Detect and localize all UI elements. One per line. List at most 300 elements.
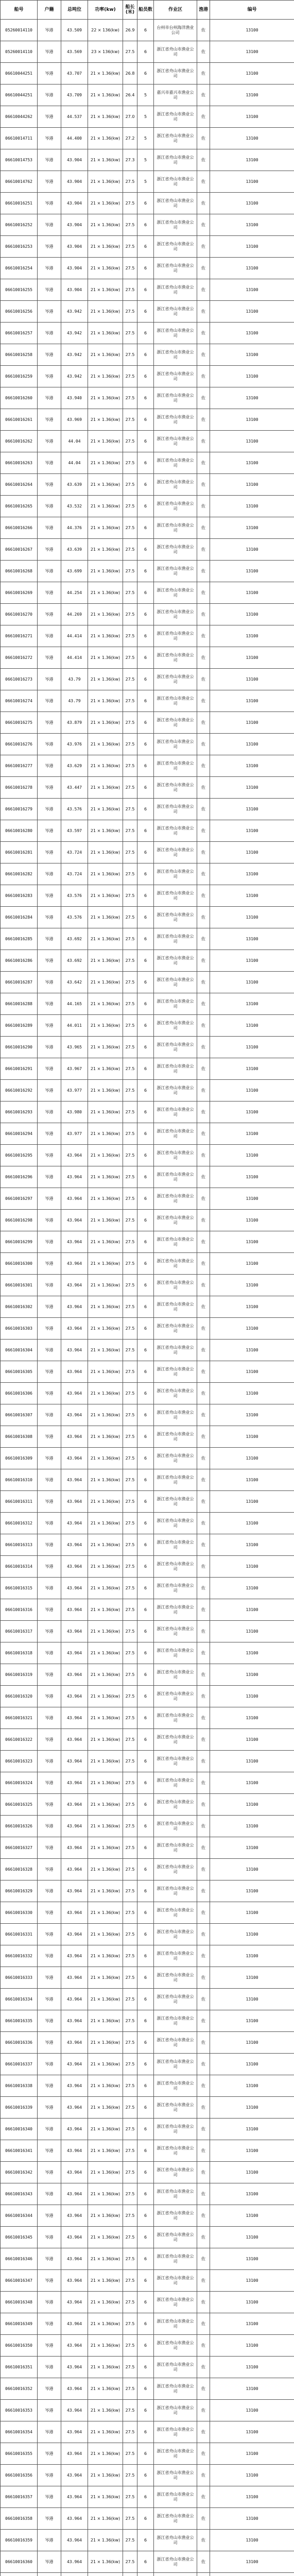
tonnage-cell: 43.964	[61, 1880, 88, 1902]
port-cell: 佐	[197, 128, 210, 149]
crew-cell: 6	[137, 1015, 154, 1037]
region-cell: 岑港	[38, 1880, 61, 1902]
power-cell: 21 × 1.36(kw)	[88, 1729, 123, 1751]
work-area-cell: 浙江省舟山市渔业公司	[154, 1275, 197, 1296]
region-cell: 岑港	[38, 1642, 61, 1664]
work-area-cell: 浙江省舟山市渔业公司	[154, 258, 197, 279]
vessel-id-cell: 06610016346	[1, 2248, 38, 2270]
port-cell	[197, 2573, 210, 2576]
work-area-cell: 浙江省舟山市渔业公司	[154, 106, 197, 128]
power-cell: 21 × 1.36(kw)	[88, 1880, 123, 1902]
power-cell: 21 × 1.36(kw)	[88, 712, 123, 734]
port-cell: 佐	[197, 84, 210, 106]
region-cell: 岑港	[38, 777, 61, 799]
work-area-cell: 浙江省舟山市渔业公司	[154, 2530, 197, 2551]
region-cell: 岑港	[38, 1296, 61, 1318]
vessel-id-cell: 06610016264	[1, 474, 38, 496]
code-cell: 13100	[210, 2486, 294, 2508]
code-cell: 13100	[210, 1404, 294, 1426]
table-row	[1, 2054, 294, 2075]
crew-cell: 6	[137, 1534, 154, 1556]
port-cell: 佐	[197, 431, 210, 452]
work-area-cell: 浙江省舟山市渔业公司	[154, 1361, 197, 1383]
region-cell: 岑港	[38, 1534, 61, 1556]
tonnage-cell: 43.964	[61, 1751, 88, 1772]
tonnage-cell: 43.964	[61, 1145, 88, 1166]
work-area-cell: 浙江省舟山市渔业公司	[154, 1513, 197, 1534]
vessel-id-cell: 06610016279	[1, 799, 38, 820]
vessel-id-cell: 06610016315	[1, 1578, 38, 1599]
region-cell: 岑港	[38, 1989, 61, 2010]
length-cell: 27.5	[123, 2162, 137, 2183]
port-cell: 佐	[197, 409, 210, 431]
power-cell: 21 × 1.36(kw)	[88, 582, 123, 604]
length-cell: 27.5	[123, 2183, 137, 2205]
port-cell: 佐	[197, 820, 210, 842]
crew-cell: 6	[137, 2530, 154, 2551]
crew-cell: 6	[137, 517, 154, 539]
power-cell: 21 × 1.36(kw)	[88, 2205, 123, 2227]
table-row	[1, 1621, 294, 1642]
tonnage-cell: 43.964	[61, 1426, 88, 1448]
code-cell: 13100	[210, 1145, 294, 1166]
vessel-id-cell: 06610016327	[1, 1837, 38, 1859]
tonnage-cell: 43.964	[61, 1772, 88, 1794]
work-area-cell: 浙江省舟山市渔业公司	[154, 972, 197, 993]
tonnage-cell: 43.79	[61, 669, 88, 690]
tonnage-cell: 43.964	[61, 1340, 88, 1361]
vessel-id-cell: 06610016263	[1, 452, 38, 474]
vessel-id-cell: 05260014110	[1, 20, 38, 41]
code-cell: 13100	[210, 344, 294, 366]
table-row	[1, 1924, 294, 1945]
vessel-id-cell: 06610016309	[1, 1448, 38, 1469]
power-cell: 21 × 1.36(kw)	[88, 2270, 123, 2292]
region-cell: 岑港	[38, 1015, 61, 1037]
code-cell: 13100	[210, 1556, 294, 1578]
vessel-id-cell: 06610016298	[1, 1210, 38, 1231]
tonnage-cell: 43.964	[61, 2400, 88, 2421]
power-cell: 21 × 1.36(kw)	[88, 1188, 123, 1210]
power-cell: 21 × 1.36(kw)	[88, 1361, 123, 1383]
work-area-cell: 浙江省舟山市渔业公司	[154, 1296, 197, 1318]
region-cell: 岑港	[38, 1621, 61, 1642]
power-cell: 21 × 1.36(kw)	[88, 1469, 123, 1491]
work-area-cell: 浙江省舟山市渔业公司	[154, 647, 197, 669]
power-cell: 21 × 1.36(kw)	[88, 1058, 123, 1080]
vessel-id-cell: 06610016295	[1, 1145, 38, 1166]
length-cell: 27.5	[123, 755, 137, 777]
region-cell: 岑港	[38, 387, 61, 409]
region-cell: 岑港	[38, 279, 61, 301]
code-cell: 13100	[210, 1816, 294, 1837]
tonnage-cell: 43.964	[61, 1902, 88, 1924]
code-cell: 13100	[210, 1448, 294, 1469]
code-cell: 13100	[210, 755, 294, 777]
length-cell: 27.5	[123, 972, 137, 993]
crew-cell: 6	[137, 950, 154, 972]
tonnage-cell: 43.942	[61, 344, 88, 366]
vessel-id-cell: 06610016254	[1, 258, 38, 279]
power-cell: 21 × 1.36(kw)	[88, 1275, 123, 1296]
work-area-cell: 浙江省舟山市渔业公司	[154, 2032, 197, 2054]
region-cell: 岑港	[38, 496, 61, 517]
crew-cell: 6	[137, 1101, 154, 1123]
tonnage-cell: 44.269	[61, 604, 88, 625]
table-row	[1, 474, 294, 496]
tonnage-cell: 43.964	[61, 2378, 88, 2400]
code-cell: 13100	[210, 907, 294, 928]
region-cell: 岑港	[38, 1837, 61, 1859]
tonnage-cell: 43.969	[61, 409, 88, 431]
table-row	[1, 1426, 294, 1448]
work-area-cell: 浙江省舟山市渔业公司	[154, 950, 197, 972]
tonnage-cell: 43.964	[61, 1859, 88, 1880]
crew-cell: 6	[137, 625, 154, 647]
code-cell: 13100	[210, 1924, 294, 1945]
code-cell: 13100	[210, 1361, 294, 1383]
work-area-cell: 嘉兴市嘉兴市渔业公司	[154, 84, 197, 106]
region-cell: 岑港	[38, 106, 61, 128]
work-area-cell: 浙江省舟山市渔业公司	[154, 431, 197, 452]
crew-cell: 6	[137, 993, 154, 1015]
table-row	[1, 1513, 294, 1534]
length-cell: 27.5	[123, 1880, 137, 1902]
region-cell: 岑港	[38, 2010, 61, 2032]
region-cell: 岑港	[38, 20, 61, 41]
region-cell: 岑港	[38, 1275, 61, 1296]
length-cell: 27.5	[123, 1404, 137, 1426]
vessel-id-cell: 06610016256	[1, 301, 38, 323]
region-cell: 岑港	[38, 712, 61, 734]
code-cell: 13100	[210, 1015, 294, 1037]
port-cell: 佐	[197, 1599, 210, 1621]
region-cell: 岑港	[38, 561, 61, 582]
port-cell: 佐	[197, 1578, 210, 1599]
tonnage-cell: 43.964	[61, 2465, 88, 2486]
code-cell: 13100	[210, 1123, 294, 1145]
table-row	[1, 1123, 294, 1145]
crew-cell: 6	[137, 690, 154, 712]
region-cell: 岑港	[38, 452, 61, 474]
work-area-cell: 浙江省舟山市渔业公司	[154, 1880, 197, 1902]
code-cell: 13100	[210, 474, 294, 496]
region-cell: 岑港	[38, 2335, 61, 2357]
power-cell: 21 × 1.36(kw)	[88, 1101, 123, 1123]
code-cell: 13100	[210, 2205, 294, 2227]
code-cell: 13100	[210, 2357, 294, 2378]
code-cell: 13100	[210, 387, 294, 409]
region-cell: 岑港	[38, 1902, 61, 1924]
vessel-id-cell: 06610016260	[1, 387, 38, 409]
tonnage-cell: 43.964	[61, 1383, 88, 1404]
table-row	[1, 604, 294, 625]
work-area-cell: 浙江省舟山市渔业公司	[154, 690, 197, 712]
code-cell: 13100	[210, 2270, 294, 2292]
length-cell: 27.5	[123, 1210, 137, 1231]
code-cell: 13100	[210, 2248, 294, 2270]
length-cell: 27.5	[123, 1101, 137, 1123]
power-cell: 21 × 1.36(kw)	[88, 669, 123, 690]
table-row	[1, 539, 294, 561]
length-cell: 27.3	[123, 149, 137, 171]
tonnage-cell: 43.964	[61, 1210, 88, 1231]
work-area-cell: 浙江省舟山市渔业公司	[154, 561, 197, 582]
vessel-id-cell: 06610016340	[1, 2119, 38, 2140]
code-cell: 13100	[210, 1296, 294, 1318]
length-cell: 26.9	[123, 20, 137, 41]
vessel-id-cell: 06610016310	[1, 1469, 38, 1491]
port-cell: 佐	[197, 1253, 210, 1275]
vessel-id-cell	[1, 2573, 38, 2576]
tonnage-cell: 44.165	[61, 993, 88, 1015]
work-area-cell: 浙江省舟山市渔业公司	[154, 214, 197, 236]
length-cell: 27.5	[123, 1686, 137, 1707]
crew-cell: 6	[137, 820, 154, 842]
region-cell: 岑港	[38, 344, 61, 366]
crew-cell: 6	[137, 1491, 154, 1513]
port-cell: 佐	[197, 193, 210, 214]
length-cell: 27.5	[123, 647, 137, 669]
region-cell: 岑港	[38, 1686, 61, 1707]
table-row	[1, 1772, 294, 1794]
crew-cell: 6	[137, 2270, 154, 2292]
code-cell: 13100	[210, 1101, 294, 1123]
power-cell: 21 × 1.36(kw)	[88, 1231, 123, 1253]
tonnage-cell: 43.509	[61, 20, 88, 41]
vessel-id-cell: 06610016290	[1, 1037, 38, 1058]
region-cell: 岑港	[38, 1664, 61, 1686]
vessel-id-cell: 06610016341	[1, 2140, 38, 2162]
region-cell: 岑港	[38, 1924, 61, 1945]
tonnage-cell: 43.964	[61, 1404, 88, 1426]
work-area-cell: 浙江省舟山市渔业公司	[154, 604, 197, 625]
code-cell: 13100	[210, 1642, 294, 1664]
crew-cell: 6	[137, 1902, 154, 1924]
port-cell: 佐	[197, 2400, 210, 2421]
region-cell: 岑港	[38, 1599, 61, 1621]
power-cell: 21 × 1.36(kw)	[88, 1383, 123, 1404]
port-cell: 佐	[197, 2119, 210, 2140]
table-row	[1, 799, 294, 820]
power-cell: 21 × 1.36(kw)	[88, 2465, 123, 2486]
port-cell: 佐	[197, 1015, 210, 1037]
power-cell: 21 × 1.36(kw)	[88, 561, 123, 582]
table-row	[1, 1945, 294, 1967]
vessel-id-cell: 06610016262	[1, 431, 38, 452]
column-header: 总吨位	[61, 1, 88, 20]
region-cell: 岑港	[38, 669, 61, 690]
crew-cell: 6	[137, 2205, 154, 2227]
vessel-id-cell: 06610016347	[1, 2270, 38, 2292]
region-cell: 岑港	[38, 1058, 61, 1080]
work-area-cell: 浙江省舟山市渔业公司	[154, 1037, 197, 1058]
table-row	[1, 1058, 294, 1080]
column-header: 编号	[210, 1, 294, 20]
port-cell: 佐	[197, 1210, 210, 1231]
power-cell: 21 × 1.36(kw)	[88, 2162, 123, 2183]
port-cell: 佐	[197, 1837, 210, 1859]
length-cell: 27.5	[123, 1469, 137, 1491]
crew-cell: 6	[137, 669, 154, 690]
tonnage-cell: 43.964	[61, 1664, 88, 1686]
code-cell: 13100	[210, 1578, 294, 1599]
region-cell: 岑港	[38, 431, 61, 452]
work-area-cell: 浙江省舟山市渔业公司	[154, 2010, 197, 2032]
table-row	[1, 214, 294, 236]
crew-cell: 6	[137, 1686, 154, 1707]
length-cell: 27.5	[123, 1123, 137, 1145]
column-header: 功率(kw)	[88, 1, 123, 20]
region-cell: 岑港	[38, 1188, 61, 1210]
work-area-cell: 浙江省舟山市渔业公司	[154, 2486, 197, 2508]
length-cell: 27.5	[123, 344, 137, 366]
vessel-id-cell: 06610016342	[1, 2162, 38, 2183]
crew-cell: 6	[137, 2335, 154, 2357]
table-row	[1, 2205, 294, 2227]
power-cell: 21 × 1.36(kw)	[88, 2097, 123, 2119]
region-cell: 岑港	[38, 1318, 61, 1340]
length-cell: 27.5	[123, 777, 137, 799]
column-header: 船号	[1, 1, 38, 20]
port-cell: 佐	[197, 2335, 210, 2357]
vessel-id-cell: 06610016350	[1, 2335, 38, 2357]
port-cell: 佐	[197, 863, 210, 885]
power-cell: 21 × 1.36(kw)	[88, 799, 123, 820]
vessel-id-cell: 06610016335	[1, 2010, 38, 2032]
table-row	[1, 2292, 294, 2313]
vessel-id-cell: 06610016257	[1, 323, 38, 344]
table-row	[1, 431, 294, 452]
region-cell: 岑港	[38, 258, 61, 279]
work-area-cell: 浙江省舟山市渔业公司	[154, 1859, 197, 1880]
code-cell: 13100	[210, 214, 294, 236]
tonnage-cell: 43.964	[61, 2248, 88, 2270]
region-cell: 岑港	[38, 1383, 61, 1404]
power-cell: 21 × 1.36(kw)	[88, 452, 123, 474]
vessel-id-cell: 06610016300	[1, 1253, 38, 1275]
vessel-id-cell: 06610016321	[1, 1707, 38, 1729]
crew-cell: 6	[137, 1751, 154, 1772]
table-row	[1, 323, 294, 344]
port-cell: 佐	[197, 777, 210, 799]
power-cell: 21 × 1.36(kw)	[88, 474, 123, 496]
region-cell: 岑港	[38, 366, 61, 387]
code-cell: 13100	[210, 842, 294, 863]
code-cell: 13100	[210, 1188, 294, 1210]
tonnage-cell: 44.414	[61, 647, 88, 669]
work-area-cell: 浙江省舟山市渔业公司	[154, 2054, 197, 2075]
port-cell: 佐	[197, 2508, 210, 2530]
port-cell: 佐	[197, 323, 210, 344]
table-row	[1, 1707, 294, 1729]
code-cell: 13100	[210, 258, 294, 279]
tonnage-cell: 43.709	[61, 84, 88, 106]
power-cell: 21 × 1.36(kw)	[88, 928, 123, 950]
tonnage-cell: 44.011	[61, 1015, 88, 1037]
power-cell: 21 × 1.36(kw)	[88, 1967, 123, 1989]
table-row	[1, 20, 294, 41]
vessel-id-cell: 06610016302	[1, 1296, 38, 1318]
vessel-id-cell: 06610016311	[1, 1491, 38, 1513]
tonnage-cell: 43.964	[61, 1989, 88, 2010]
port-cell: 佐	[197, 2421, 210, 2443]
table-row	[1, 1275, 294, 1296]
tonnage-cell: 43.964	[61, 1945, 88, 1967]
table-row	[1, 2032, 294, 2054]
vessel-id-cell: 06610016261	[1, 409, 38, 431]
crew-cell: 6	[137, 2054, 154, 2075]
code-cell: 13100	[210, 1491, 294, 1513]
work-area-cell: 浙江省舟山市渔业公司	[154, 63, 197, 84]
work-area-cell: 浙江省舟山市渔业公司	[154, 582, 197, 604]
length-cell: 27.5	[123, 1642, 137, 1664]
work-area-cell: 浙江省舟山市渔业公司	[154, 1123, 197, 1145]
crew-cell: 5	[137, 128, 154, 149]
length-cell: 27.5	[123, 1015, 137, 1037]
work-area-cell: 浙江省舟山市渔业公司	[154, 1491, 197, 1513]
region-cell: 岑港	[38, 1448, 61, 1469]
length-cell: 27.5	[123, 409, 137, 431]
code-cell: 13100	[210, 1945, 294, 1967]
power-cell: 21 × 1.36(kw)	[88, 1253, 123, 1275]
length-cell: 27.5	[123, 2292, 137, 2313]
tonnage-cell: 43.976	[61, 734, 88, 755]
port-cell: 佐	[197, 2551, 210, 2573]
port-cell: 佐	[197, 2162, 210, 2183]
crew-cell: 6	[137, 1989, 154, 2010]
table-row	[1, 647, 294, 669]
tonnage-cell: 43.904	[61, 279, 88, 301]
region-cell: 岑港	[38, 193, 61, 214]
table-row	[1, 820, 294, 842]
work-area-cell: 浙江省舟山市渔业公司	[154, 907, 197, 928]
table-row	[1, 690, 294, 712]
port-cell: 佐	[197, 474, 210, 496]
code-cell: 13100	[210, 1621, 294, 1642]
power-cell: 21 × 1.36(kw)	[88, 1924, 123, 1945]
power-cell: 21 × 1.36(kw)	[88, 2292, 123, 2313]
code-cell: 13100	[210, 2378, 294, 2400]
length-cell: 27.5	[123, 193, 137, 214]
region-cell: 岑港	[38, 907, 61, 928]
vessel-id-cell: 06610016304	[1, 1340, 38, 1361]
port-cell: 佐	[197, 1664, 210, 1686]
table-row	[1, 1686, 294, 1707]
table-row	[1, 301, 294, 323]
table-row	[1, 2573, 294, 2576]
region-cell: 岑港	[38, 690, 61, 712]
tonnage-cell: 43.964	[61, 2054, 88, 2075]
work-area-cell: 浙江省舟山市渔业公司	[154, 928, 197, 950]
vessel-id-cell: 06610016266	[1, 517, 38, 539]
work-area-cell: 浙江省舟山市渔业公司	[154, 1404, 197, 1426]
table-row	[1, 1448, 294, 1469]
crew-cell: 6	[137, 2313, 154, 2335]
port-cell: 佐	[197, 1080, 210, 1101]
code-cell: 13100	[210, 366, 294, 387]
work-area-cell: 浙江省舟山市渔业公司	[154, 2270, 197, 2292]
table-row	[1, 2140, 294, 2162]
table-row	[1, 1145, 294, 1166]
work-area-cell: 浙江省舟山市渔业公司	[154, 496, 197, 517]
tonnage-cell: 43.964	[61, 2183, 88, 2205]
tonnage-cell: 43.964	[61, 1166, 88, 1188]
region-cell: 岑港	[38, 993, 61, 1015]
tonnage-cell: 43.707	[61, 63, 88, 84]
code-cell	[210, 2573, 294, 2576]
code-cell: 13100	[210, 279, 294, 301]
